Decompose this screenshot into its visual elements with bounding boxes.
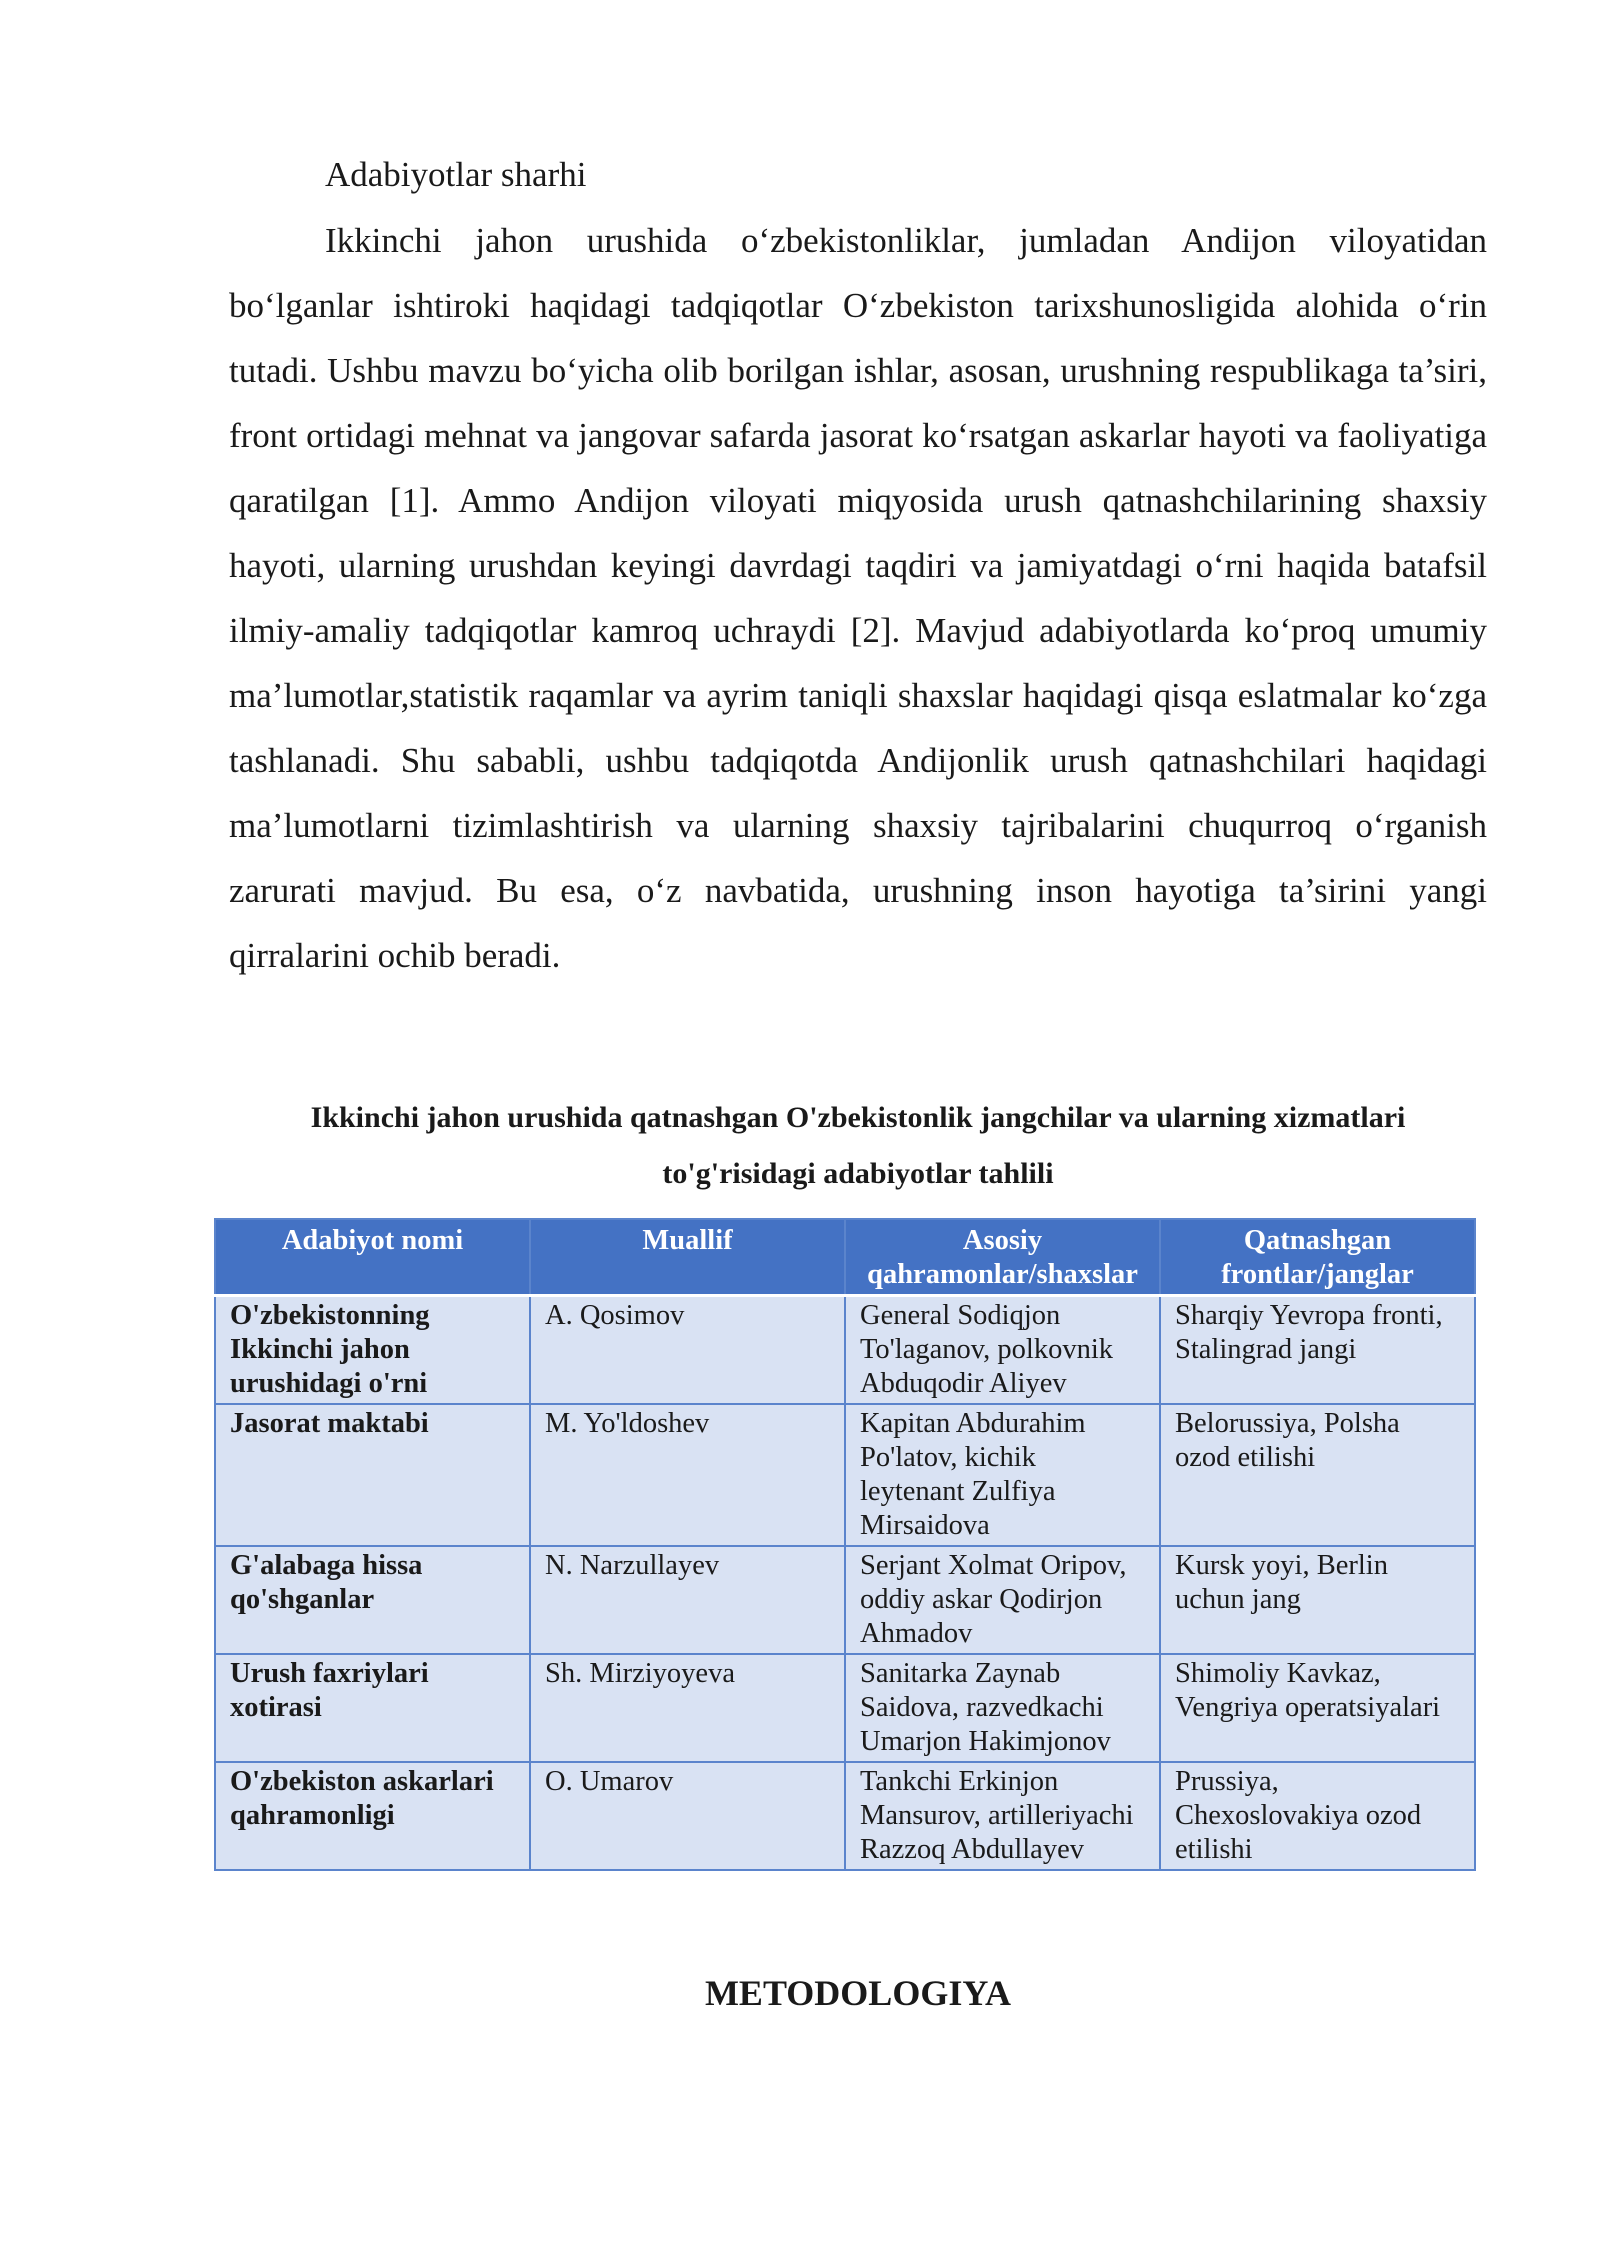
- cell-author: Sh. Mirziyoyeva: [530, 1654, 845, 1762]
- table-row: [215, 1296, 1475, 1405]
- cell-heroes: Kapitan Abdurahim Po'latov, kichik leytenant Zulfiya Mirsaidova: [845, 1404, 1160, 1546]
- table-row: [215, 1546, 1475, 1654]
- table-row: [215, 1404, 1475, 1546]
- table-row: [215, 1654, 1475, 1762]
- table-caption-line-2: to'g'risidagi adabiyotlar tahlili: [662, 1157, 1054, 1190]
- table-header-row: [215, 1219, 1475, 1296]
- cell-heroes: General Sodiqjon To'laganov, polkovnik Abduqodir Aliyev: [845, 1296, 1160, 1405]
- cell-author: A. Qosimov: [530, 1296, 845, 1405]
- cell-heroes: Serjant Xolmat Oripov, oddiy askar Qodirjon Ahmadov: [845, 1546, 1160, 1654]
- column-header-title: Adabiyot nomi: [215, 1219, 530, 1296]
- cell-author: N. Narzullayev: [530, 1546, 845, 1654]
- literature-review-paragraph: Ikkinchi jahon urushida oʻzbekistonliklar, jumladan Andijon viloyatidan boʻlganlar ishtiroki haqidagi tadqiqotlar Oʻzbekiston tarixshunosligida alohida oʻrin tutadi. Ushbu mavzu boʻyicha olib borilgan ishlar, asosan, urushning respublikaga ta’siri, front ortidagi mehnat va jangovar safarda jasorat koʻrsatgan askarlar hayoti va faoliyatiga qaratilgan [1]. Ammo Andijon viloyati miqyosida urush qatnashchilarining shaxsiy hayoti, ularning urushdan keyingi davrdagi taqdiri va jamiyatdagi oʻrni haqida batafsil ilmiy-amaliy tadqiqotlar kamroq uchraydi [2]. Mavjud adabiyotlarda koʻproq umumiy ma’lumotlar,statistik raqamlar va ayrim taniqli shaxslar haqidagi qisqa eslatmalar koʻzga tashlanadi. Shu sababli, ushbu tadqiqotda Andijonlik urush qatnashchilari haqidagi ma’lumotlarni tizimlashtirish va ularning shaxsiy tajribalarini chuqurroq oʻrganish zarurati mavjud. Bu esa, oʻz navbatida, urushning inson hayotiga ta’sirini yangi qirralarini ochib beradi.: [229, 221, 1487, 975]
- cell-heroes: Tankchi Erkinjon Mansurov, artilleriyachi Razzoq Abdullayev: [845, 1762, 1160, 1870]
- cell-title: Jasorat maktabi: [215, 1404, 530, 1546]
- table-caption-line-1: Ikkinchi jahon urushida qatnashgan O'zbekistonlik jangchilar va ularning xizmatlari: [310, 1101, 1406, 1134]
- cell-title: Urush faxriylari xotirasi: [215, 1654, 530, 1762]
- cell-title: O'zbekiston askarlari qahramonligi: [215, 1762, 530, 1870]
- table-header: [215, 1219, 1475, 1296]
- table-row: [215, 1762, 1475, 1870]
- column-header-author: Muallif: [530, 1219, 845, 1296]
- cell-fronts: Sharqiy Yevropa fronti, Stalingrad jangi: [1160, 1296, 1475, 1405]
- column-header-heroes: Asosiy qahramonlar/shaxslar: [845, 1219, 1160, 1296]
- section-heading-literature-review: Adabiyotlar sharhi: [325, 155, 587, 194]
- table-caption: [230, 1090, 1486, 1202]
- column-header-fronts: Qatnashgan frontlar/janglar: [1160, 1219, 1475, 1296]
- cell-author: O. Umarov: [530, 1762, 845, 1870]
- cell-title: O'zbekistonning Ikkinchi jahon urushidagi o'rni: [215, 1296, 530, 1405]
- cell-heroes: Sanitarka Zaynab Saidova, razvedkachi Umarjon Hakimjonov: [845, 1654, 1160, 1762]
- table-body: [215, 1296, 1475, 1871]
- cell-fronts: Kursk yoyi, Berlin uchun jang: [1160, 1546, 1475, 1654]
- cell-author: M. Yo'ldoshev: [530, 1404, 845, 1546]
- cell-fronts: Prussiya, Chexoslovakiya ozod etilishi: [1160, 1762, 1475, 1870]
- literature-analysis-table: [214, 1218, 1476, 1871]
- cell-title: G'alabaga hissa qo'shganlar: [215, 1546, 530, 1654]
- cell-fronts: Shimoliy Kavkaz, Vengriya operatsiyalari: [1160, 1654, 1475, 1762]
- cell-fronts: Belorussiya, Polsha ozod etilishi: [1160, 1404, 1475, 1546]
- section-heading-methodology: METODOLOGIYA: [704, 1973, 1012, 2013]
